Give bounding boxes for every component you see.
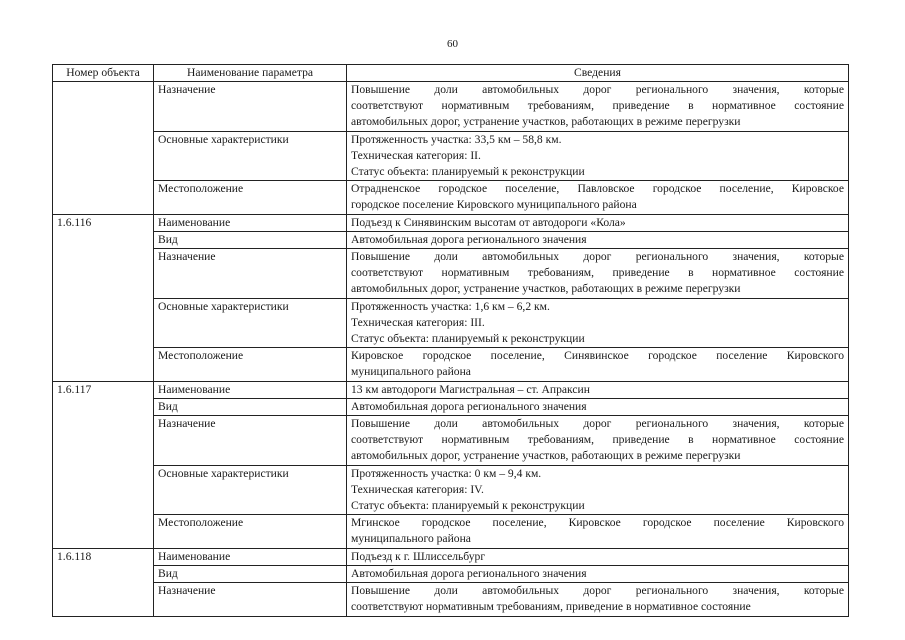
- details-cell: [347, 416, 849, 466]
- details-line: Техническая категория: III.: [351, 315, 485, 329]
- details-line: Техническая категория: II.: [351, 148, 481, 162]
- parameter-name-cell: Местоположение: [154, 348, 347, 381]
- header-row: [53, 65, 849, 82]
- parameter-name-cell: Наименование: [154, 548, 347, 565]
- details-cell: [347, 348, 849, 381]
- details-cell: [347, 398, 849, 415]
- details-line: Статус объекта: планируемый к реконструкции: [351, 499, 585, 513]
- parameter-name-cell: Назначение: [154, 416, 347, 466]
- table-row: [53, 465, 849, 515]
- details-cell: [347, 82, 849, 132]
- object-number-cell: [53, 82, 154, 215]
- details-cell: [347, 465, 849, 515]
- table-row: [53, 583, 849, 616]
- details-line: Автомобильная дорога регионального значения: [351, 566, 587, 580]
- details-line: муниципального района: [351, 365, 471, 379]
- table-row: [53, 298, 849, 348]
- table-row: [53, 82, 849, 132]
- parameter-name-cell: Местоположение: [154, 181, 347, 214]
- parameter-name-cell: Назначение: [154, 583, 347, 616]
- details-cell: [347, 181, 849, 214]
- parameter-name-cell: Вид: [154, 231, 347, 248]
- details-line: соответствуют нормативным требованиям, приведение в нормативное состояние: [351, 433, 844, 447]
- table-body: [53, 82, 849, 617]
- details-line: Повышение доли автомобильных дорог регионального значения, которые: [351, 250, 844, 264]
- details-cell: [347, 381, 849, 398]
- details-line: Техническая категория: IV.: [351, 482, 484, 496]
- parameter-name-cell: Наименование: [154, 214, 347, 231]
- parameter-name-cell: Назначение: [154, 82, 347, 132]
- object-number-cell: 1.6.117: [53, 381, 154, 548]
- parameter-name-cell: Основные характеристики: [154, 131, 347, 181]
- details-cell: [347, 131, 849, 181]
- header-details: Сведения: [347, 65, 849, 82]
- table-row: [53, 249, 849, 299]
- table-row: [53, 348, 849, 381]
- details-line: Повышение доли автомобильных дорог регионального значения, которые: [351, 83, 844, 96]
- details-line: автомобильных дорог, устранение участков, работающих в режиме перегрузки: [351, 115, 741, 129]
- details-cell: [347, 231, 849, 248]
- table-row: [53, 416, 849, 466]
- details-line: Отрадненское городское поселение, Павловское городское поселение, Кировское: [351, 182, 844, 196]
- parameter-name-cell: Местоположение: [154, 515, 347, 548]
- details-line: 13 км автодороги Магистральная – ст. Апраксин: [351, 382, 590, 396]
- parameter-name-cell: Основные характеристики: [154, 298, 347, 348]
- details-cell: [347, 565, 849, 582]
- table-row: [53, 231, 849, 248]
- table-row: [53, 181, 849, 214]
- details-line: Повышение доли автомобильных дорог регионального значения, которые: [351, 584, 844, 598]
- details-line: Кировское городское поселение, Синявинское городское поселение Кировского: [351, 349, 844, 363]
- details-line: Протяженность участка: 33,5 км – 58,8 км.: [351, 132, 562, 146]
- table-row: [53, 565, 849, 582]
- details-line: автомобильных дорог, устранение участков, работающих в режиме перегрузки: [351, 449, 741, 463]
- table-row: [53, 214, 849, 231]
- parameter-name-cell: Вид: [154, 565, 347, 582]
- details-line: соответствуют нормативным требованиям, приведение в нормативное состояние: [351, 266, 844, 280]
- details-cell: [347, 515, 849, 548]
- header-parameter-name: Наименование параметра: [154, 65, 347, 82]
- details-cell: [347, 249, 849, 299]
- header-object-number: Номер объекта: [53, 65, 154, 82]
- details-cell: [347, 298, 849, 348]
- table-row: [53, 131, 849, 181]
- details-line: Мгинское городское поселение, Кировское городское поселение Кировского: [351, 516, 844, 530]
- details-cell: [347, 548, 849, 565]
- details-line: Автомобильная дорога регионального значения: [351, 232, 587, 246]
- details-line: Повышение доли автомобильных дорог регионального значения, которые: [351, 417, 844, 431]
- table-row: [53, 398, 849, 415]
- details-line: Автомобильная дорога регионального значения: [351, 399, 587, 413]
- parameter-name-cell: Основные характеристики: [154, 465, 347, 515]
- details-cell: [347, 214, 849, 231]
- table-row: [53, 515, 849, 548]
- page-number: 60: [447, 38, 458, 50]
- object-number-cell: 1.6.118: [53, 548, 154, 616]
- object-number-cell: 1.6.116: [53, 214, 154, 381]
- details-line: Статус объекта: планируемый к реконструкции: [351, 332, 585, 346]
- details-line: городское поселение Кировского муниципального района: [351, 198, 637, 212]
- parameter-name-cell: Наименование: [154, 381, 347, 398]
- details-line: муниципального района: [351, 532, 471, 546]
- details-line: Протяженность участка: 1,6 км – 6,2 км.: [351, 299, 550, 313]
- table-row: [53, 548, 849, 565]
- details-line: Протяженность участка: 0 км – 9,4 км.: [351, 466, 542, 480]
- parameter-name-cell: Вид: [154, 398, 347, 415]
- details-line: соответствуют нормативным требованиям, приведение в нормативное состояние: [351, 99, 844, 113]
- table-row: [53, 381, 849, 398]
- details-line: соответствуют нормативным требованиям, приведение в нормативное состояние: [351, 600, 751, 614]
- objects-table: [52, 64, 849, 617]
- details-line: Подъезд к Синявинским высотам от автодороги «Кола»: [351, 215, 626, 229]
- table-header: [53, 65, 849, 82]
- details-line: Статус объекта: планируемый к реконструкции: [351, 165, 585, 179]
- details-line: автомобильных дорог, устранение участков, работающих в режиме перегрузки: [351, 282, 741, 296]
- parameter-name-cell: Назначение: [154, 249, 347, 299]
- details-line: Подъезд к г. Шлиссельбург: [351, 549, 486, 563]
- details-cell: [347, 583, 849, 616]
